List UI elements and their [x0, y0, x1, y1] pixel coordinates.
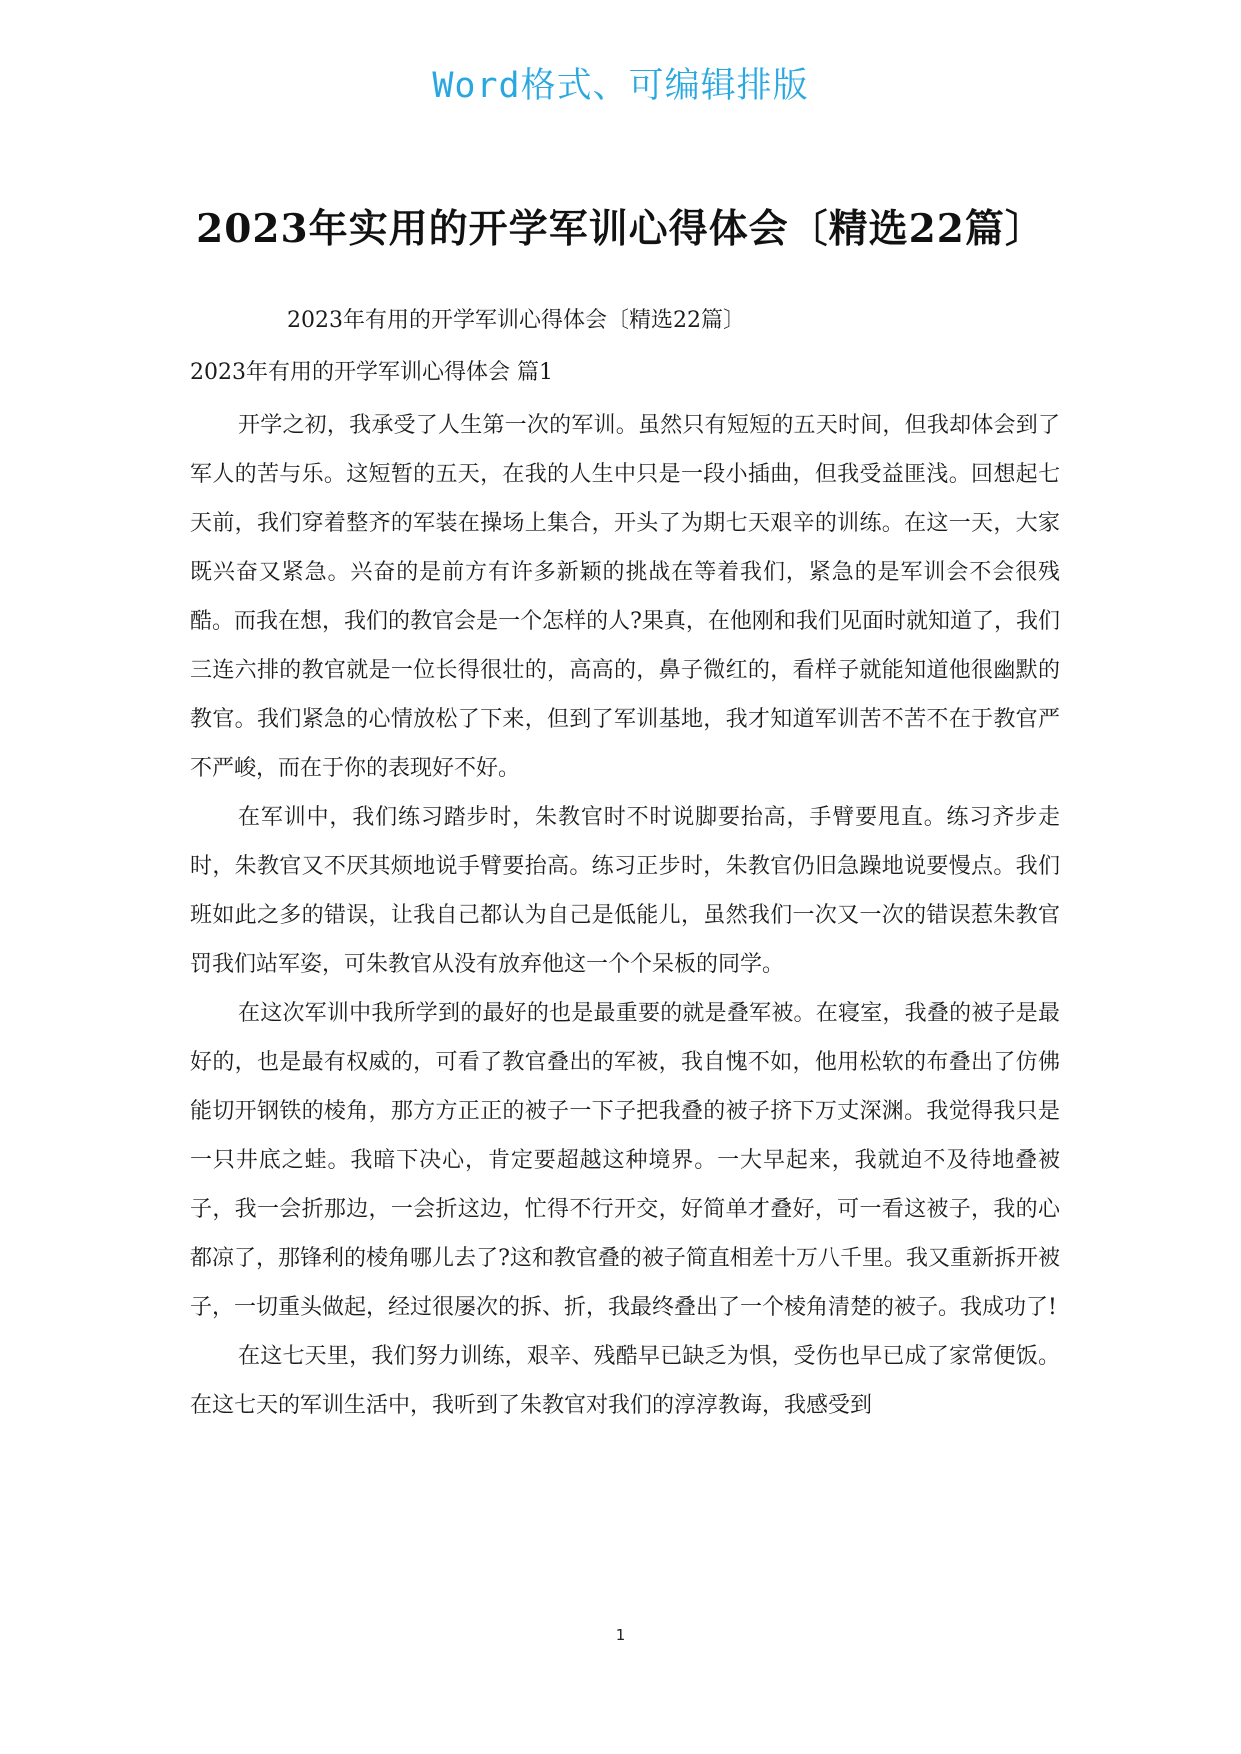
paragraph-1: 开学之初，我承受了人生第一次的军训。虽然只有短短的五天时间，但我却体会到了军人的苦与乐。这短暂的五天，在我的人生中只是一段小插曲，但我受益匪浅。回想起七天前，我们穿着整齐的军装在操场上集合，开头了为期七天艰辛的训练。在这一天，大家既兴奋又紧急。兴奋的是前方有许多新颖的挑战在等着我们，紧急的是军训会不会很残酷。而我在想，我们的教官会是一个怎样的人?果真，在他刚和我们见面时就知道了，我们三连六排的教官就是一位长得很壮的，高高的，鼻子微红的，看样子就能知道他很幽默的教官。我们紧急的心情放松了下来，但到了军训基地，我才知道军训苦不苦不在于教官严不严峻，而在于你的表现好不好。: [190, 413, 1060, 781]
word-format-banner: Word格式、可编辑排版: [432, 66, 809, 106]
document-body: [190, 306, 1060, 1430]
part-heading: 2023年有用的开学军训心得体会 篇1: [190, 360, 553, 385]
paragraph-2: 在军训中，我们练习踏步时，朱教官时不时说脚要抬高，手臂要甩直。练习齐步走时，朱教官又不厌其烦地说手臂要抬高。练习正步时，朱教官仍旧急躁地说要慢点。我们班如此之多的错误，让我自己都认为自己是低能儿，虽然我们一次又一次的错误惹朱教官罚我们站军姿，可朱教官从没有放弃他这一个个呆板的同学。: [190, 805, 1060, 977]
document-title: 2023年实用的开学军训心得体会〔精选22篇〕: [196, 206, 1045, 252]
paragraph-3: 在这次军训中我所学到的最好的也是最重要的就是叠军被。在寝室，我叠的被子是最好的，也是最有权威的，可看了教官叠出的军被，我自愧不如，他用松软的布叠出了仿佛能切开钢铁的棱角，那方方正正的被子一下子把我叠的被子挤下万丈深渊。我觉得我只是一只井底之蛙。我暗下决心，肯定要超越这种境界。一大早起来，我就迫不及待地叠被子，我一会折那边，一会折这边，忙得不行开交，好简单才叠好，可一看这被子，我的心都凉了，那锋利的棱角哪儿去了?这和教官叠的被子简直相差十万八千里。我又重新拆开被子，一切重头做起，经过很屡次的拆、折，我最终叠出了一个棱角清楚的被子。我成功了!: [190, 1001, 1060, 1320]
page-number: 1: [615, 1626, 626, 1644]
paragraph-4: 在这七天里，我们努力训练，艰辛、残酷早已缺乏为惧，受伤也早已成了家常便饭。在这七天的军训生活中，我听到了朱教官对我们的淳淳教诲，我感受到: [190, 1344, 1060, 1418]
document-subtitle: 2023年有用的开学军训心得体会〔精选22篇〕: [287, 308, 745, 333]
